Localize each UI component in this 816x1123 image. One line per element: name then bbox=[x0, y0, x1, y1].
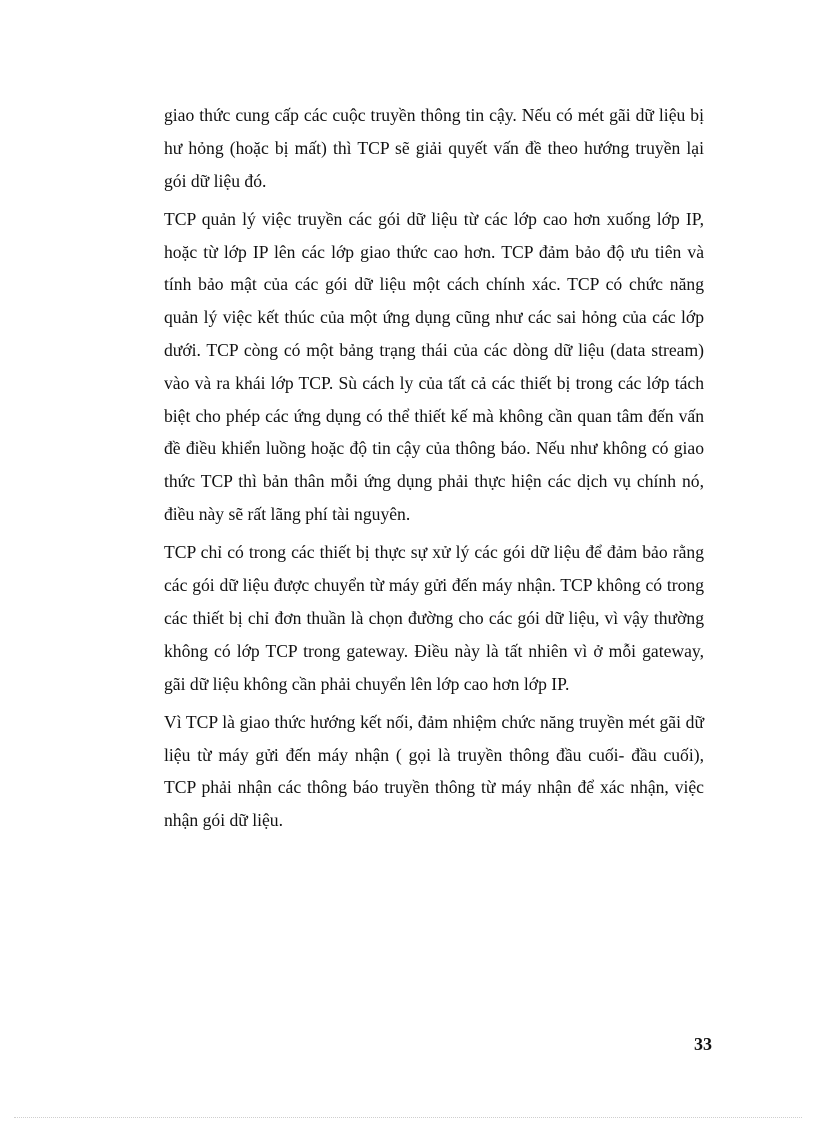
page-bottom-divider bbox=[14, 1117, 802, 1118]
paragraph-4: Vì TCP là giao thức hướng kết nối, đảm nhiệm chức năng truyền mét gãi dữ liệu từ máy gửi đến máy nhận ( gọi là truyền thông đầu cuối- đầu cuối), TCP phải nhận các thông báo truyền thông từ máy nhận để xác nhận, việc nhận gói dữ liệu. bbox=[164, 711, 704, 831]
page-number: 33 bbox=[694, 1034, 712, 1054]
body-text bbox=[164, 99, 704, 843]
paragraph-2: TCP quản lý việc truyền các gói dữ liệu từ các lớp cao hơn xuống lớp IP, hoặc từ lớp IP lên các lớp giao thức cao hơn. TCP đảm bảo độ ưu tiên và tính bảo mật của các gói dữ liệu một cách chính xác. TCP có chức năng quản lý việc kết thúc của một ứng dụng cũng như các sai hỏng của các lớp dưới. TCP còng có một bảng trạng thái của các dòng dữ liệu (data stream) vào và ra khái lớp TCP. Sù cách ly của tất cả các thiết bị trong các lớp tách biệt cho phép các ứng dụng có thể thiết kế mà không cần quan tâm đến vấn đề điều khiển luồng hoặc độ tin cậy của thông báo. Nếu như không có giao thức TCP thì bản thân mỗi ứng dụng phải thực hiện các dịch vụ chính nó, điều này sẽ rất lãng phí tài nguyên. bbox=[164, 208, 704, 525]
paragraph-1: giao thức cung cấp các cuộc truyền thông tin cậy. Nếu có mét gãi dữ liệu bị hư hỏng (hoặc bị mất) thì TCP sẽ giải quyết vấn đề theo hướng truyền lại gói dữ liệu đó. bbox=[164, 105, 704, 191]
paragraph-3: TCP chỉ có trong các thiết bị thực sự xử lý các gói dữ liệu để đảm bảo rằng các gói dữ liệu được chuyển từ máy gửi đến máy nhận. TCP không có trong các thiết bị chỉ đơn thuần là chọn đường cho các gói dữ liệu, vì vậy thường không có lớp TCP trong gateway. Điều này là tất nhiên vì ở mỗi gateway, gãi dữ liệu không cần phải chuyển lên lớp cao hơn lớp IP. bbox=[164, 542, 704, 694]
